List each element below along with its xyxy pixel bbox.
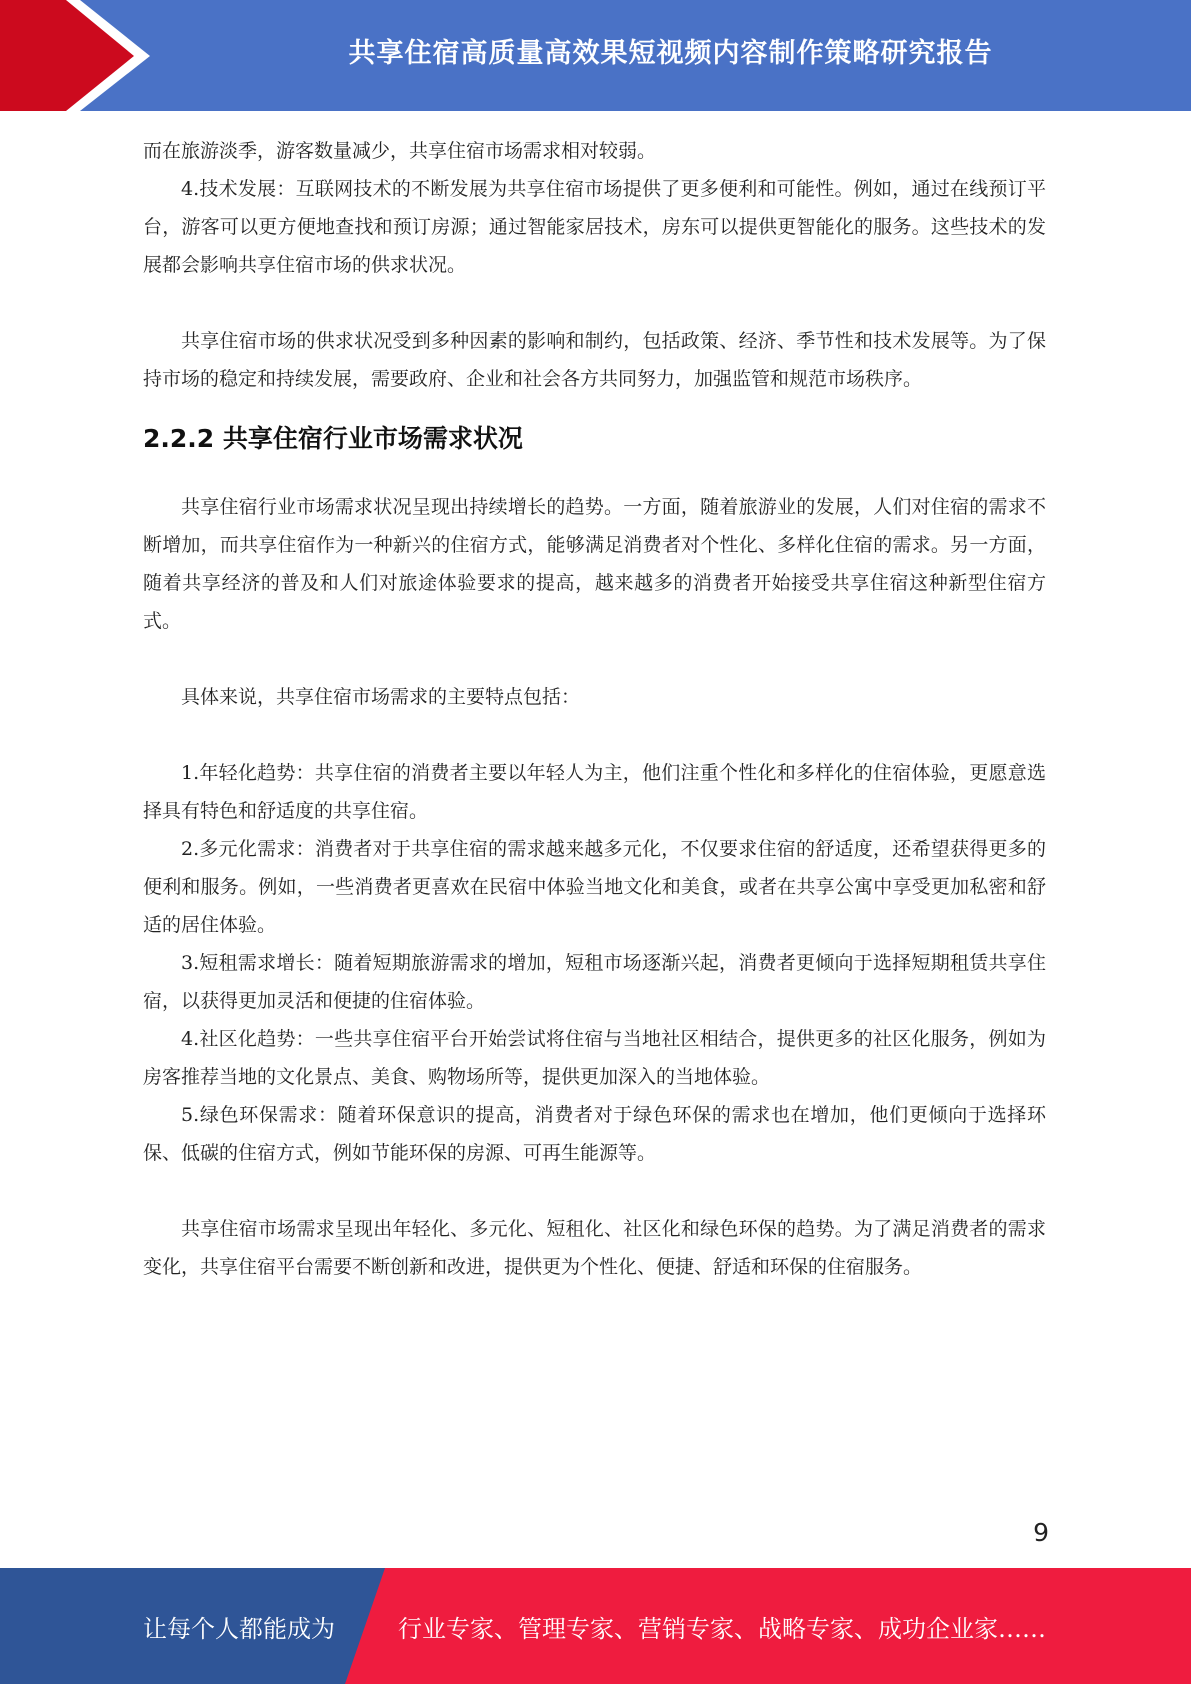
- list-item: 3.短租需求增长：随着短期旅游需求的增加，短租市场逐渐兴起，消费者更倾向于选择短期租赁共享住宿，以获得更加灵活和便捷的住宿体验。: [143, 952, 1046, 1012]
- header-banner: [0, 0, 1191, 111]
- report-title: 共享住宿高质量高效果短视频内容制作策略研究报告: [348, 37, 993, 69]
- footer-slogan-right: 行业专家、管理专家、营销专家、战略专家、成功企业家……: [398, 1614, 1046, 1643]
- paragraph: 共享住宿行业市场需求状况呈现出持续增长的趋势。一方面，随着旅游业的发展，人们对住宿的需求不断增加，而共享住宿作为一种新兴的住宿方式，能够满足消费者对个性化、多样化住宿的需求。另一方面，随着共享经济的普及和人们对旅途体验要求的提高，越来越多的消费者开始接受共享住宿这种新型住宿方式。: [143, 496, 1046, 632]
- paragraph: 4.技术发展：互联网技术的不断发展为共享住宿市场提供了更多便利和可能性。例如，通过在线预订平台，游客可以更方便地查找和预订房源；通过智能家居技术，房东可以提供更智能化的服务。这些技术的发展都会影响共享住宿市场的供求状况。: [143, 178, 1046, 276]
- list-item: 5.绿色环保需求：随着环保意识的提高，消费者对于绿色环保的需求也在增加，他们更倾向于选择环保、低碳的住宿方式，例如节能环保的房源、可再生能源等。: [143, 1104, 1046, 1164]
- paragraph: 共享住宿市场需求呈现出年轻化、多元化、短租化、社区化和绿色环保的趋势。为了满足消费者的需求变化，共享住宿平台需要不断创新和改进，提供更为个性化、便捷、舒适和环保的住宿服务。: [143, 1218, 1046, 1278]
- list-item: 4.社区化趋势：一些共享住宿平台开始尝试将住宿与当地社区相结合，提供更多的社区化服务，例如为房客推荐当地的文化景点、美食、购物场所等，提供更加深入的当地体验。: [143, 1028, 1046, 1088]
- footer-banner: [0, 1568, 1191, 1684]
- paragraph: 具体来说，共享住宿市场需求的主要特点包括：: [181, 686, 581, 708]
- list-item: 2.多元化需求：消费者对于共享住宿的需求越来越多元化，不仅要求住宿的舒适度，还希望获得更多的便利和服务。例如，一些消费者更喜欢在民宿中体验当地文化和美食，或者在共享公寓中享受更加私密和舒适的居住体验。: [143, 838, 1046, 936]
- paragraph: 共享住宿市场的供求状况受到多种因素的影响和制约，包括政策、经济、季节性和技术发展等。为了保持市场的稳定和持续发展，需要政府、企业和社会各方共同努力，加强监管和规范市场秩序。: [143, 330, 1046, 390]
- section-heading: 2.2.2 共享住宿行业市场需求状况: [143, 424, 523, 453]
- page-number: 9: [1033, 1518, 1049, 1547]
- paragraph: 而在旅游淡季，游客数量减少，共享住宿市场需求相对较弱。: [143, 140, 657, 162]
- document-body: [143, 132, 1046, 1286]
- list-item: 1.年轻化趋势：共享住宿的消费者主要以年轻人为主，他们注重个性化和多样化的住宿体验，更愿意选择具有特色和舒适度的共享住宿。: [143, 762, 1046, 822]
- footer-slogan-left: 让每个人都能成为: [143, 1614, 335, 1643]
- header-arrow-logo: [0, 0, 150, 111]
